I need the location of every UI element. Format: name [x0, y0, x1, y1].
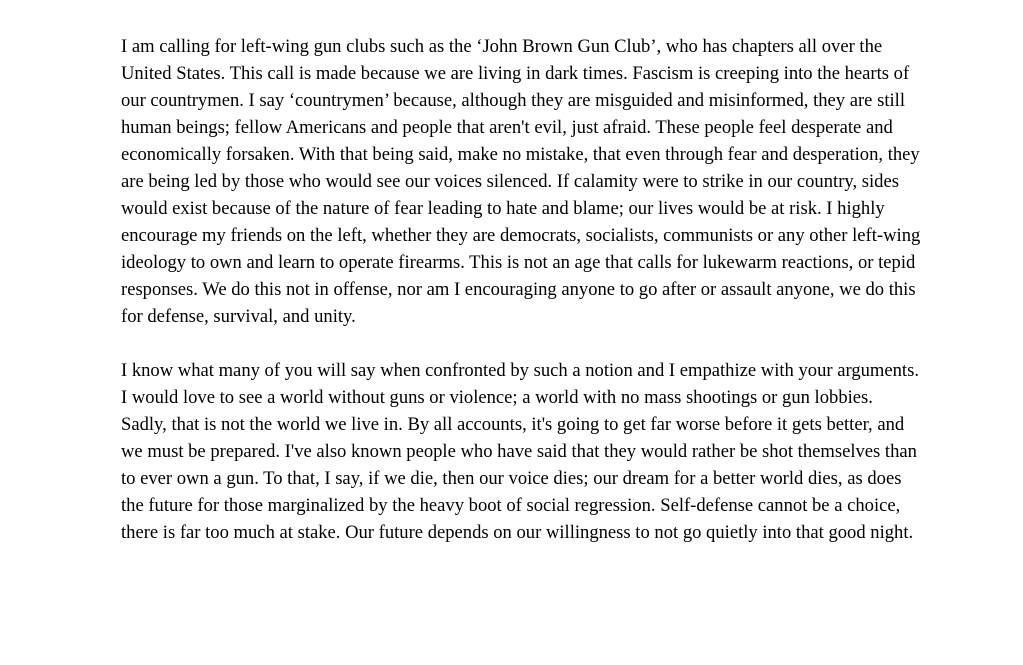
paragraph-2: I know what many of you will say when confronted by such a notion and I empathize with your arguments. I would love to see a world without guns or violence; a world with no mass shootings or gun lobbies. Sadly, that is not the world we live in. By all accounts, it's going to get far worse before it gets better, and we must be prepared. I've also known people who have said that they would rather be shot themselves than to ever own a gun. To that, I say, if we die, then our voice dies; our dream for a better world dies, as does the future for those marginalized by the heavy boot of social regression. Self-defense cannot be a choice, there is far too much at stake. Our future depends on our willingness to not go quietly into that good night. — [121, 360, 919, 543]
article-body — [121, 33, 921, 573]
paragraph-1: I am calling for left-wing gun clubs such as the ‘John Brown Gun Club’, who has chapters all over the United States. This call is made because we are living in dark times. Fascism is creeping into the hearts of our countrymen. I say ‘countrymen’ because, although they are misguided and misinformed, they are still human beings; fellow Americans and people that aren't evil, just afraid. These people feel desperate and economically forsaken. With that being said, make no mistake, that even through fear and desperation, they are being led by those who would see our voices silenced. If calamity were to strike in our country, sides would exist because of the nature of fear leading to hate and blame; our lives would be at risk. I highly encourage my friends on the left, whether they are democrats, socialists, communists or any other left-wing ideology to own and learn to operate firearms. This is not an age that calls for lukewarm reactions, or tepid responses. We do this not in offense, nor am I encouraging anyone to go after or assault anyone, we do this for defense, survival, and unity. — [121, 36, 921, 327]
